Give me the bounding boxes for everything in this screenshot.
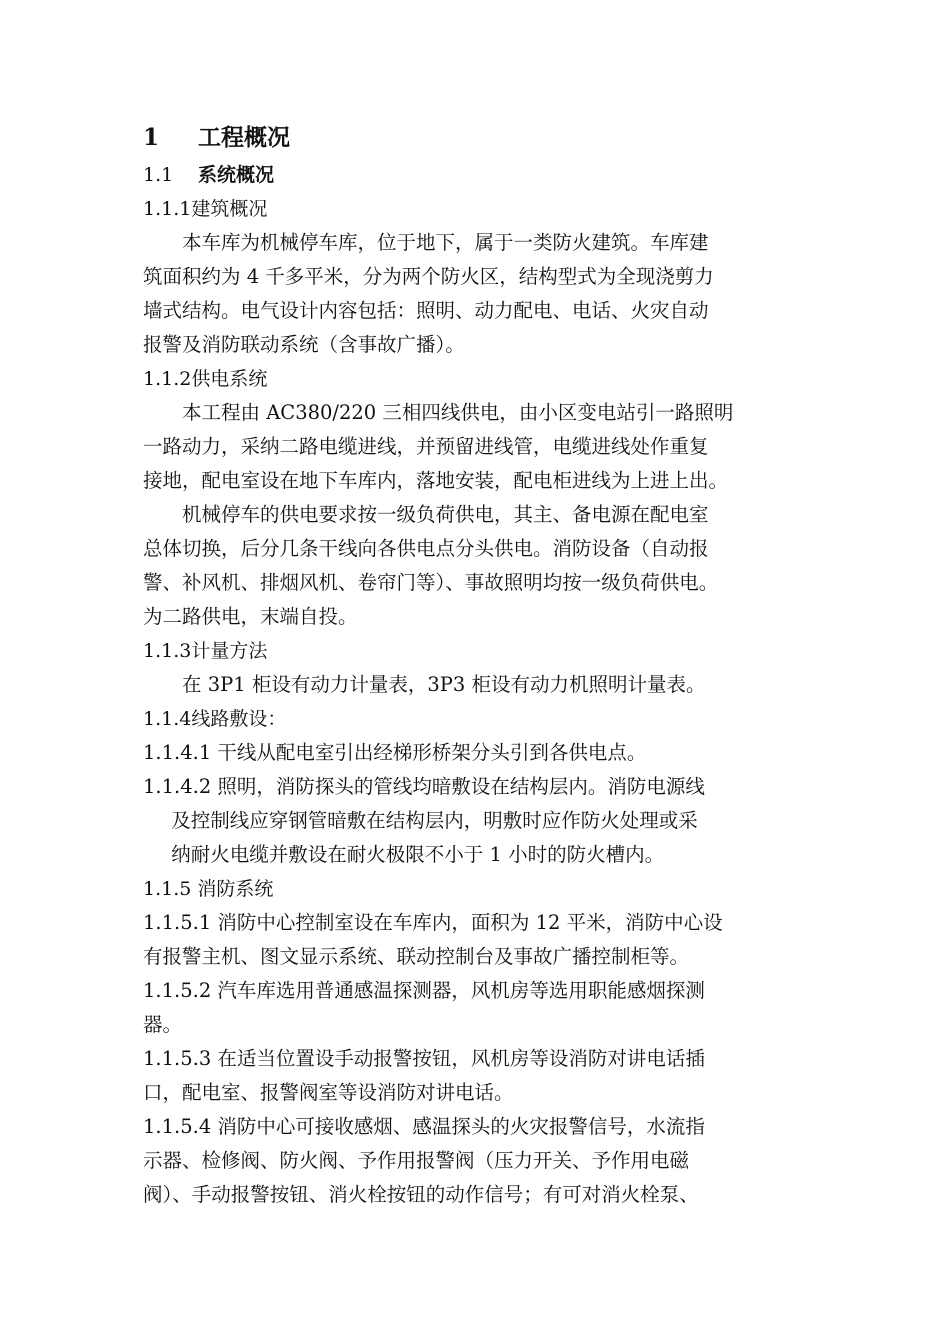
- paragraph-metering: [143, 668, 833, 702]
- text-line: 1.1.5.2 汽车库选用普通感温探测器，风机房等选用职能感烟探测: [143, 979, 705, 1002]
- item-wiring-1: [143, 736, 833, 770]
- text-line: 机械停车的供电要求按一级负荷供电，其主、备电源在配电室: [182, 503, 709, 526]
- text-line: 总体切换，后分几条干线向各供电点分头供电。消防设备（自动报: [143, 537, 709, 560]
- item-fire-4: [143, 1110, 833, 1212]
- subsection-heading-power: 1.1.2供电系统: [143, 368, 268, 390]
- chapter-heading: [143, 118, 833, 158]
- text-line: 阀）、手动报警按钮、消火栓按钮的动作信号；有可对消火栓泵、: [143, 1183, 699, 1206]
- text-line: 本车库为机械停车库，位于地下，属于一类防火建筑。车库建: [182, 231, 709, 254]
- section-number: 1.1: [143, 164, 174, 186]
- text-line: 有报警主机、图文显示系统、联动控制台及事故广播控制柜等。: [143, 945, 690, 968]
- subsection-heading-building: 1.1.1建筑概况: [143, 198, 268, 220]
- text-line: 1.1.4.2 照明，消防探头的管线均暗敷设在结构层内。消防电源线: [143, 775, 705, 798]
- subsection-heading-fire-system: 1.1.5 消防系统: [143, 878, 274, 900]
- text-line: 1.1.4.1 干线从配电室引出经梯形桥架分头引到各供电点。: [143, 741, 647, 764]
- chapter-title: 工程概况: [198, 124, 290, 151]
- text-line: 1.1.5.4 消防中心可接收感烟、感温探头的火灾报警信号，水流指: [143, 1115, 705, 1138]
- text-line: 筑面积约为 4 千多平米，分为两个防火区，结构型式为全现浇剪力: [143, 265, 714, 288]
- text-line: 在 3P1 柜设有动力计量表，3P3 柜设有动力机照明计量表。: [182, 673, 706, 696]
- paragraph-power-supply-2: [143, 498, 833, 634]
- text-line: 器。: [143, 1013, 183, 1036]
- document-page: [143, 118, 833, 1212]
- item-wiring-2: [143, 770, 833, 872]
- text-line: 1.1.5.1 消防中心控制室设在车库内，面积为 12 平米，消防中心设: [143, 911, 723, 934]
- paragraph-power-supply-1: [143, 396, 833, 498]
- text-line: 纳耐火电缆并敷设在耐火极限不小于 1 小时的防火槽内。: [171, 843, 665, 866]
- text-line: 1.1.5.3 在适当位置设手动报警按钮，风机房等设消防对讲电话插: [143, 1047, 705, 1070]
- subsection-heading-wiring: 1.1.4线路敷设：: [143, 708, 287, 730]
- item-fire-1: [143, 906, 833, 974]
- text-line: 本工程由 AC380/220 三相四线供电，由小区变电站引一路照明: [182, 401, 734, 424]
- text-line: 墙式结构。电气设计内容包括：照明、动力配电、电话、火灾自动: [143, 299, 709, 322]
- subsection-heading-metering: 1.1.3计量方法: [143, 640, 268, 662]
- text-line: 报警及消防联动系统（含事故广播）。: [143, 333, 465, 356]
- item-fire-2: [143, 974, 833, 1042]
- text-line: 及控制线应穿钢管暗敷在结构层内，明敷时应作防火处理或采: [171, 809, 698, 832]
- section-title: 系统概况: [198, 164, 275, 186]
- paragraph-building-overview: [143, 226, 833, 362]
- chapter-number: 1: [143, 124, 160, 151]
- text-line: 示器、检修阀、防火阀、予作用报警阀（压力开关、予作用电磁: [143, 1149, 690, 1172]
- item-fire-3: [143, 1042, 833, 1110]
- section-heading: [143, 158, 833, 192]
- text-line: 接地，配电室设在地下车库内，落地安装，配电柜进线为上进上出。: [143, 469, 729, 492]
- text-line: 警、补风机、排烟风机、卷帘门等）、事故照明均按一级负荷供电。: [143, 571, 719, 594]
- text-line: 口，配电室、报警阀室等设消防对讲电话。: [143, 1081, 514, 1104]
- text-line: 为二路供电，末端自投。: [143, 605, 358, 628]
- text-line: 一路动力，采纳二路电缆进线，并预留进线管，电缆进线处作重复: [143, 435, 709, 458]
